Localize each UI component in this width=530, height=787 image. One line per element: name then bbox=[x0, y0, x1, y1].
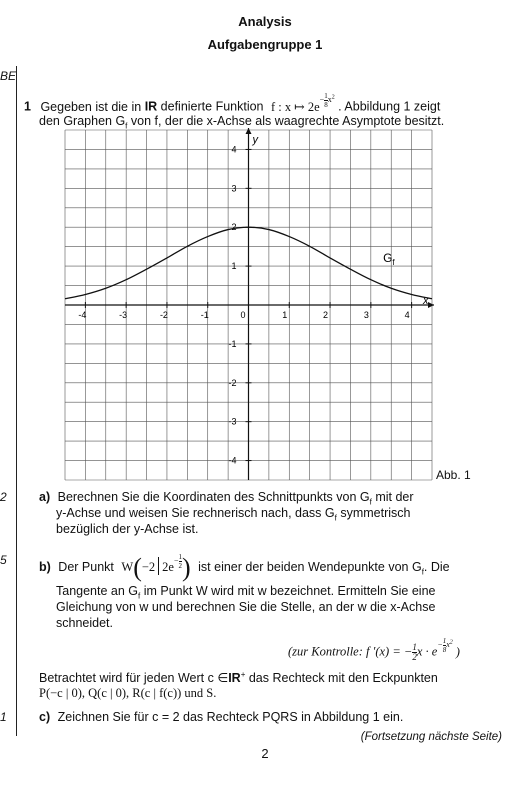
x-axis-arrow bbox=[428, 302, 434, 308]
exp-num: 1 bbox=[324, 92, 328, 100]
part-a-l1sub: f bbox=[369, 497, 372, 507]
point-w: W bbox=[121, 560, 134, 574]
x-tick-label: -2 bbox=[159, 310, 168, 320]
points-b: 5 bbox=[0, 553, 7, 567]
part-a-line3: bezüglich der y-Achse ist. bbox=[56, 522, 199, 536]
control-close: ) bbox=[455, 644, 460, 659]
x-tick-label: 4 bbox=[404, 310, 410, 320]
exp-x: x bbox=[327, 95, 332, 105]
exp-pow: 2 bbox=[331, 94, 335, 101]
coord-separator bbox=[158, 557, 159, 575]
be-column-label: BE bbox=[0, 69, 17, 83]
y-tick-label: -1 bbox=[228, 338, 237, 349]
rect-intro-line2: P(−c | 0), Q(c | 0), R(c | f(c)) und S. bbox=[39, 686, 217, 700]
part-b-l1sub: f bbox=[421, 567, 424, 577]
rect-reals: IR bbox=[228, 671, 241, 686]
axes bbox=[65, 128, 434, 480]
coord-exp-den: 2 bbox=[178, 561, 182, 570]
control-num: 1 bbox=[412, 642, 417, 653]
part-a-l2: y-Achse und weisen Sie rechnerisch nach, dass G bbox=[56, 506, 335, 520]
task-number: 1 bbox=[24, 99, 31, 114]
paren-close: ) bbox=[182, 553, 191, 582]
continue-note: (Fortsetzung nächste Seite) bbox=[360, 731, 502, 743]
task1-intro-c: . Abbildung 1 zeigt bbox=[338, 99, 441, 114]
part-b-line2 bbox=[56, 584, 436, 601]
part-b-l2a: Tangente an G bbox=[56, 584, 139, 598]
x-tick-label: 1 bbox=[282, 310, 288, 320]
control-a: (zur Kontrolle: f ′(x) = − bbox=[288, 644, 413, 659]
part-a-l1a: Berechnen Sie die Koordinaten des Schnittpunkts von G bbox=[57, 490, 370, 504]
exp-minus: − bbox=[319, 95, 325, 105]
part-b-label: b) bbox=[39, 560, 51, 574]
part-b-line3: Gleichung von w und berechnen Sie die Stelle, an der w die x-Achse bbox=[56, 600, 436, 614]
part-c-line bbox=[39, 710, 403, 724]
control-b: x · e bbox=[416, 644, 438, 659]
y-tick-label: 3 bbox=[231, 183, 237, 194]
part-b-l2b: im Punkt W wird mit w bezeichnet. Ermitteln Sie eine bbox=[140, 584, 436, 598]
task1-line2-text: den Graphen G bbox=[39, 114, 126, 128]
y-tick-label: 2 bbox=[231, 222, 237, 233]
control-den: 2 bbox=[412, 652, 417, 663]
control-exp bbox=[437, 637, 453, 654]
task1-line2-rest: von f, der die x-Achse als waagrechte Asymptote besitzt. bbox=[127, 114, 445, 128]
exp-den: 8 bbox=[324, 101, 328, 109]
task1-intro-b: definierte Funktion bbox=[160, 99, 264, 114]
y-tick-label: -2 bbox=[228, 377, 237, 388]
rect-reals-sup: + bbox=[240, 670, 246, 679]
control-exp-den: 8 bbox=[442, 646, 447, 654]
part-a-line2 bbox=[56, 506, 410, 523]
graph-label-g: G bbox=[383, 251, 393, 266]
rect-intro-l1b: das Rechteck mit den Eckpunkten bbox=[245, 671, 438, 686]
x-tick-label: 3 bbox=[363, 310, 369, 320]
page-title: Analysis bbox=[238, 14, 292, 29]
part-a-label: a) bbox=[39, 490, 51, 504]
coord-exp-minus: − bbox=[173, 555, 179, 565]
rect-intro-line1 bbox=[39, 670, 438, 685]
coord-x: −2 bbox=[141, 560, 156, 574]
paren-open: ( bbox=[133, 553, 142, 582]
y-tick-label: -4 bbox=[228, 455, 237, 466]
x-tick-label: -1 bbox=[200, 310, 209, 320]
graph-label-gf bbox=[383, 251, 395, 267]
control-formula bbox=[288, 637, 460, 663]
part-c-label: c) bbox=[39, 710, 51, 724]
part-a-l1b: mit der bbox=[371, 490, 414, 504]
gf-subscript: f bbox=[125, 121, 128, 131]
x-tick-label: 2 bbox=[323, 310, 329, 320]
x-axis-label: x bbox=[423, 295, 429, 307]
page-subtitle: Aufgabengruppe 1 bbox=[207, 37, 323, 52]
part-a-l2sub: f bbox=[334, 513, 337, 523]
task1-intro-a: Gegeben ist die in bbox=[40, 99, 142, 114]
control-exp-num: 1 bbox=[442, 637, 447, 645]
coord-exp-frac bbox=[179, 553, 183, 570]
reals-symbol: IR bbox=[144, 99, 158, 114]
part-b-l1b: ist einer der beiden Wendepunkte von G bbox=[198, 560, 422, 574]
graph-label-sub: f bbox=[392, 258, 395, 268]
part-b-l1c: . Die bbox=[423, 560, 450, 574]
control-exp-pow: 2 bbox=[449, 639, 453, 646]
coord-exp bbox=[173, 552, 182, 570]
control-exp-x: x bbox=[446, 640, 450, 650]
part-b-l1a: Der Punkt bbox=[58, 560, 114, 574]
y-tick-label: -3 bbox=[228, 416, 237, 427]
page-number: 2 bbox=[261, 746, 269, 761]
coord-exp-num: 1 bbox=[178, 552, 182, 561]
x-tick-label: 0 bbox=[240, 310, 246, 320]
coord-y-base: 2e bbox=[162, 560, 174, 574]
part-a-line1 bbox=[39, 490, 414, 507]
y-axis-label: y bbox=[252, 134, 258, 146]
part-b-l2sub: f bbox=[138, 591, 141, 601]
control-exp-minus: − bbox=[437, 640, 443, 650]
x-tick-label: -4 bbox=[78, 310, 87, 320]
y-tick-label: 4 bbox=[231, 144, 237, 155]
rect-intro-l1a: Betrachtet wird für jeden Wert c ∈ bbox=[39, 671, 229, 686]
points-c: 1 bbox=[0, 710, 7, 724]
part-a-l2b: symmetrisch bbox=[336, 506, 411, 520]
x-tick-label: -3 bbox=[119, 310, 128, 320]
figure-caption: Abb. 1 bbox=[436, 468, 471, 482]
part-b-line4: schneidet. bbox=[56, 616, 113, 630]
y-tick-label: 1 bbox=[231, 261, 237, 272]
points-a: 2 bbox=[0, 490, 7, 504]
function-name: f : x ↦ 2e bbox=[271, 99, 320, 114]
y-axis-arrow bbox=[246, 128, 252, 134]
part-b-line1 bbox=[39, 553, 450, 583]
part-c-text: Zeichnen Sie für c = 2 das Rechteck PQRS in Abbildung 1 ein. bbox=[57, 710, 404, 724]
